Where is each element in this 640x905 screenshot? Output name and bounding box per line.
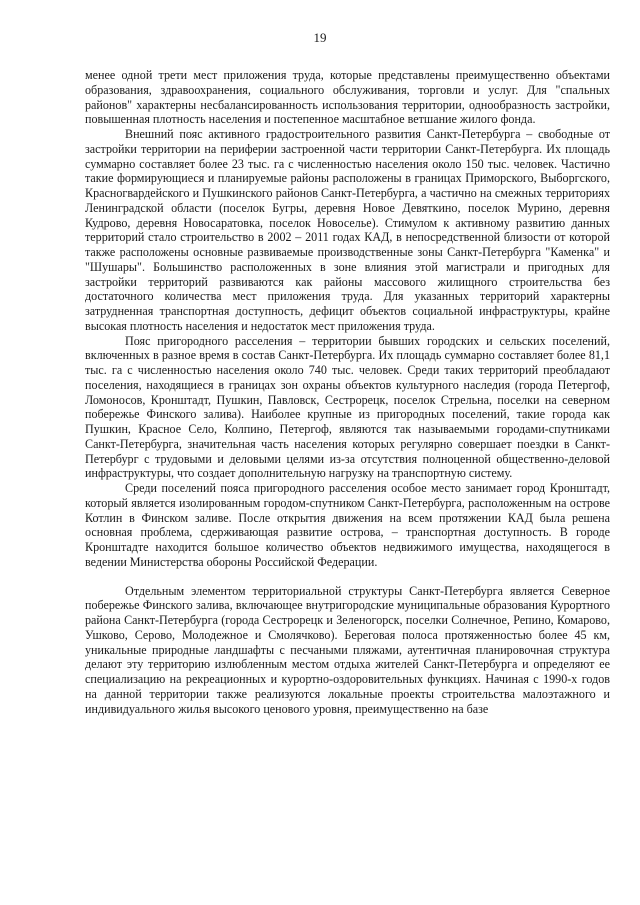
paragraph-kronstadt: Среди поселений пояса пригородного расселения особое место занимает город Кронштадт, который является изолированным городом-спутником Санкт-Петербурга, расположенным на острове Котлин в Финском заливе. После открытия движения на всем протяжении КАД была решена основная проблема, сдерживающая развитие острова, – транспортная доступность. В городе Кронштадте находится большое количество объектов недвижимого имущества, находящегося в ведении Министерства обороны Российской Федерации. (85, 481, 610, 569)
page-number: 19 (313, 30, 327, 45)
paragraph-northern-coast: Отдельным элементом территориальной структуры Санкт-Петербурга является Северное побережье Финского залива, включающее внутригородские муниципальные образования Курортного района Санкт-Петербурга (города Сестрорецк и Зеленогорск, поселки Солнечное, Репино, Комарово, Ушково, Серово, Молодежное и Смолячково). Береговая полоса протяженностью более 45 км, уникальные природные ландшафты с песчаными пляжами, аутентичная планировочная структура делают эту территорию излюбленным местом отдыха жителей Санкт-Петербурга и определяют ее специализацию на рекреационных и курортно-оздоровительных функциях. Начиная с 1990-х годов на данной территории также реализуются локальные проекты строительства малоэтажного и индивидуального жилья высокого ценового уровня, преимущественно на базе (85, 583, 610, 716)
paragraph-outer-belt: Внешний пояс активного градостроительного развития Санкт-Петербурга – свободные от застройки территории на периферии застроенной части территории Санкт-Петербурга. Их площадь суммарно составляет более 23 тыс. га с численностью населения около 150 тыс. человек. Частично такие формирующиеся и планируемые районы расположены в границах Приморского, Выборгского, Красногвардейского и Пушкинского районов Санкт-Петербурга, а частично на смежных территориях Ленинградской области (поселок Бугры, деревня Новое Девяткино, поселок Мурино, деревня Кудрово, деревня Новосаратовка, поселок Новоселье). Стимулом к активному развитию данных территорий стало строительство в 2002 – 2011 годах КАД, в непосредственной близости от которой также расположены основные развиваемые производственные зоны Санкт-Петербурга "Каменка" и "Шушары". Большинство расположенных в зоне влияния этой магистрали и пригодных для застройки территорий развиваются как районы массового жилищного строительства без достаточного количества мест приложения труда. Для указанных территорий характерны затрудненная транспортная доступность, дефицит объектов социальной инфраструктуры, крайне высокая плотность населения и недостаток мест приложения труда. (85, 127, 610, 333)
page-body (85, 68, 610, 716)
paragraph-suburban-belt: Пояс пригородного расселения – территории бывших городских и сельских поселений, включенных в разное время в состав Санкт-Петербурга. Их площадь суммарно составляет более 81,1 тыс. га с численностью населения около 740 тыс. человек. Среди таких территорий преобладают поселения, находящиеся в границах зон охраны объектов культурного наследия (города Петергоф, Ломоносов, Кронштадт, Пушкин, Павловск, Сестрорецк, поселок Стрельна, поселки на северном побережье Финского залива). Наиболее крупные из пригородных поселений, такие города как Пушкин, Красное Село, Колпино, Петергоф, являются так называемыми городами-спутниками Санкт-Петербурга, значительная часть населения которых регулярно совершает поездки в Санкт-Петербург с трудовыми и деловыми целями из-за отсутствия полноценной общественно-деловой инфраструктуры, что создает дополнительную нагрузку на транспортную систему. (85, 333, 610, 481)
paragraph-continuation: менее одной трети мест приложения труда, которые представлены преимущественно объектами образования, здравоохранения, социального обслуживания, торговли и услуг. Для "спальных районов" характерны несбалансированность использования территории, однообразность застройки, повышенная плотность населения и постепенное масштабное ветшание жилого фонда. (85, 68, 610, 127)
